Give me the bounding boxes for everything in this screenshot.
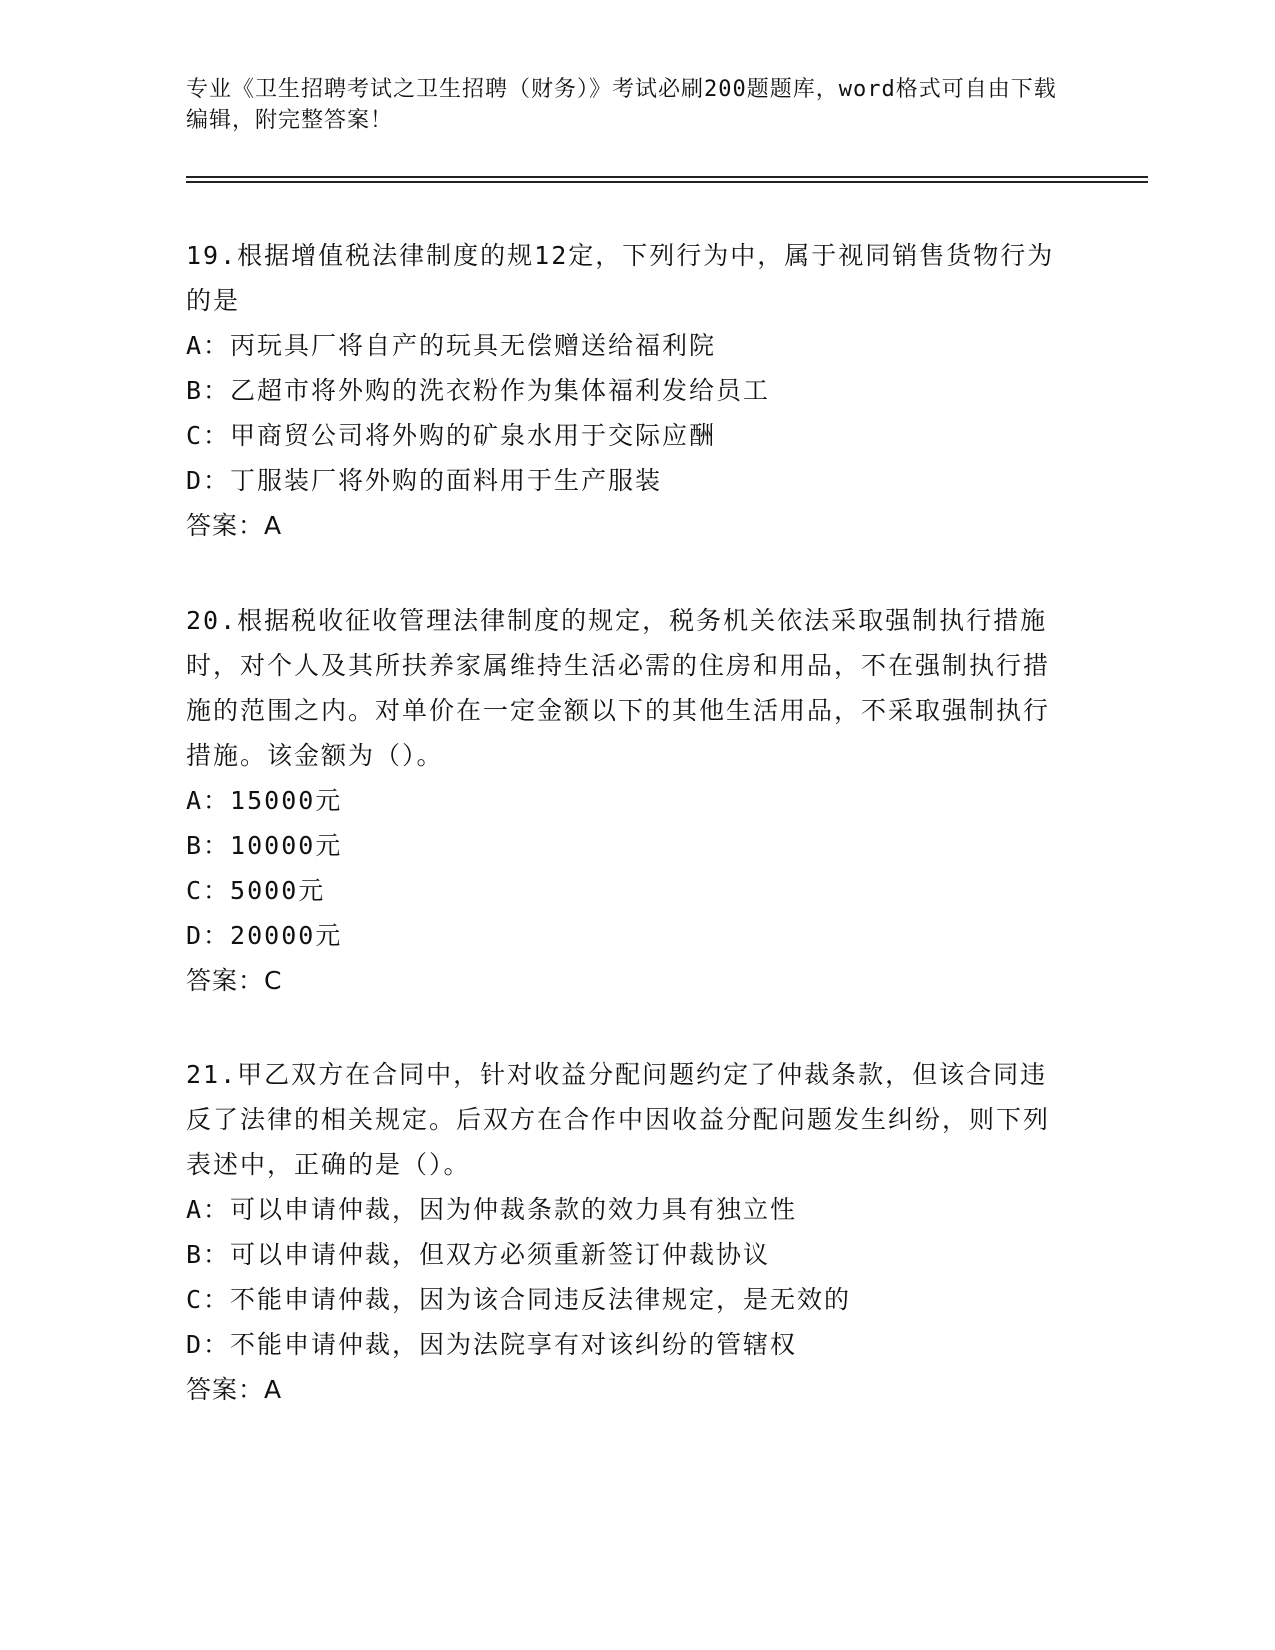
option-a: A：可以申请仲裁，因为仲裁条款的效力具有独立性 xyxy=(186,1195,798,1224)
option-c: C：甲商贸公司将外购的矿泉水用于交际应酬 xyxy=(186,421,717,450)
answer-line: 答案：A xyxy=(186,1375,283,1404)
header-divider-bottom xyxy=(186,181,1148,183)
option-d: D：不能申请仲裁，因为法院享有对该纠纷的管辖权 xyxy=(186,1330,798,1359)
option-a: A：丙玩具厂将自产的玩具无偿赠送给福利院 xyxy=(186,331,717,360)
question-20 xyxy=(186,598,1066,1003)
option-c: C：5000元 xyxy=(186,876,326,905)
question-19 xyxy=(186,233,1066,548)
option-b: B：乙超市将外购的洗衣粉作为集体福利发给员工 xyxy=(186,376,771,405)
option-b: B：10000元 xyxy=(186,831,343,860)
answer-line: 答案：A xyxy=(186,511,283,540)
question-stem: 21.甲乙双方在合同中，针对收益分配问题约定了仲裁条款，但该合同违反了法律的相关规定。后双方在合作中因收益分配问题发生纠纷，则下列表述中，正确的是（）。 xyxy=(186,1060,1051,1179)
option-d: D：丁服装厂将外购的面料用于生产服装 xyxy=(186,466,663,495)
option-d: D：20000元 xyxy=(186,921,343,950)
option-a: A：15000元 xyxy=(186,786,343,815)
option-c: C：不能申请仲裁，因为该合同违反法律规定，是无效的 xyxy=(186,1285,852,1314)
answer-line: 答案：C xyxy=(186,966,283,995)
document-header: 专业《卫生招聘考试之卫生招聘（财务）》考试必刷200题题库，word格式可自由下载编辑，附完整答案！ xyxy=(186,77,1057,133)
header-divider-top xyxy=(186,176,1148,178)
question-stem: 19.根据增值税法律制度的规12定，下列行为中，属于视同销售货物行为的是 xyxy=(186,241,1055,315)
question-21 xyxy=(186,1052,1066,1412)
option-b: B：可以申请仲裁，但双方必须重新签订仲裁协议 xyxy=(186,1240,771,1269)
question-stem: 20.根据税收征收管理法律制度的规定，税务机关依法采取强制执行措施时，对个人及其所扶养家属维持生活必需的住房和用品，不在强制执行措施的范围之内。对单价在一定金额以下的其他生活用品，不采取强制执行措施。该金额为（）。 xyxy=(186,606,1051,770)
